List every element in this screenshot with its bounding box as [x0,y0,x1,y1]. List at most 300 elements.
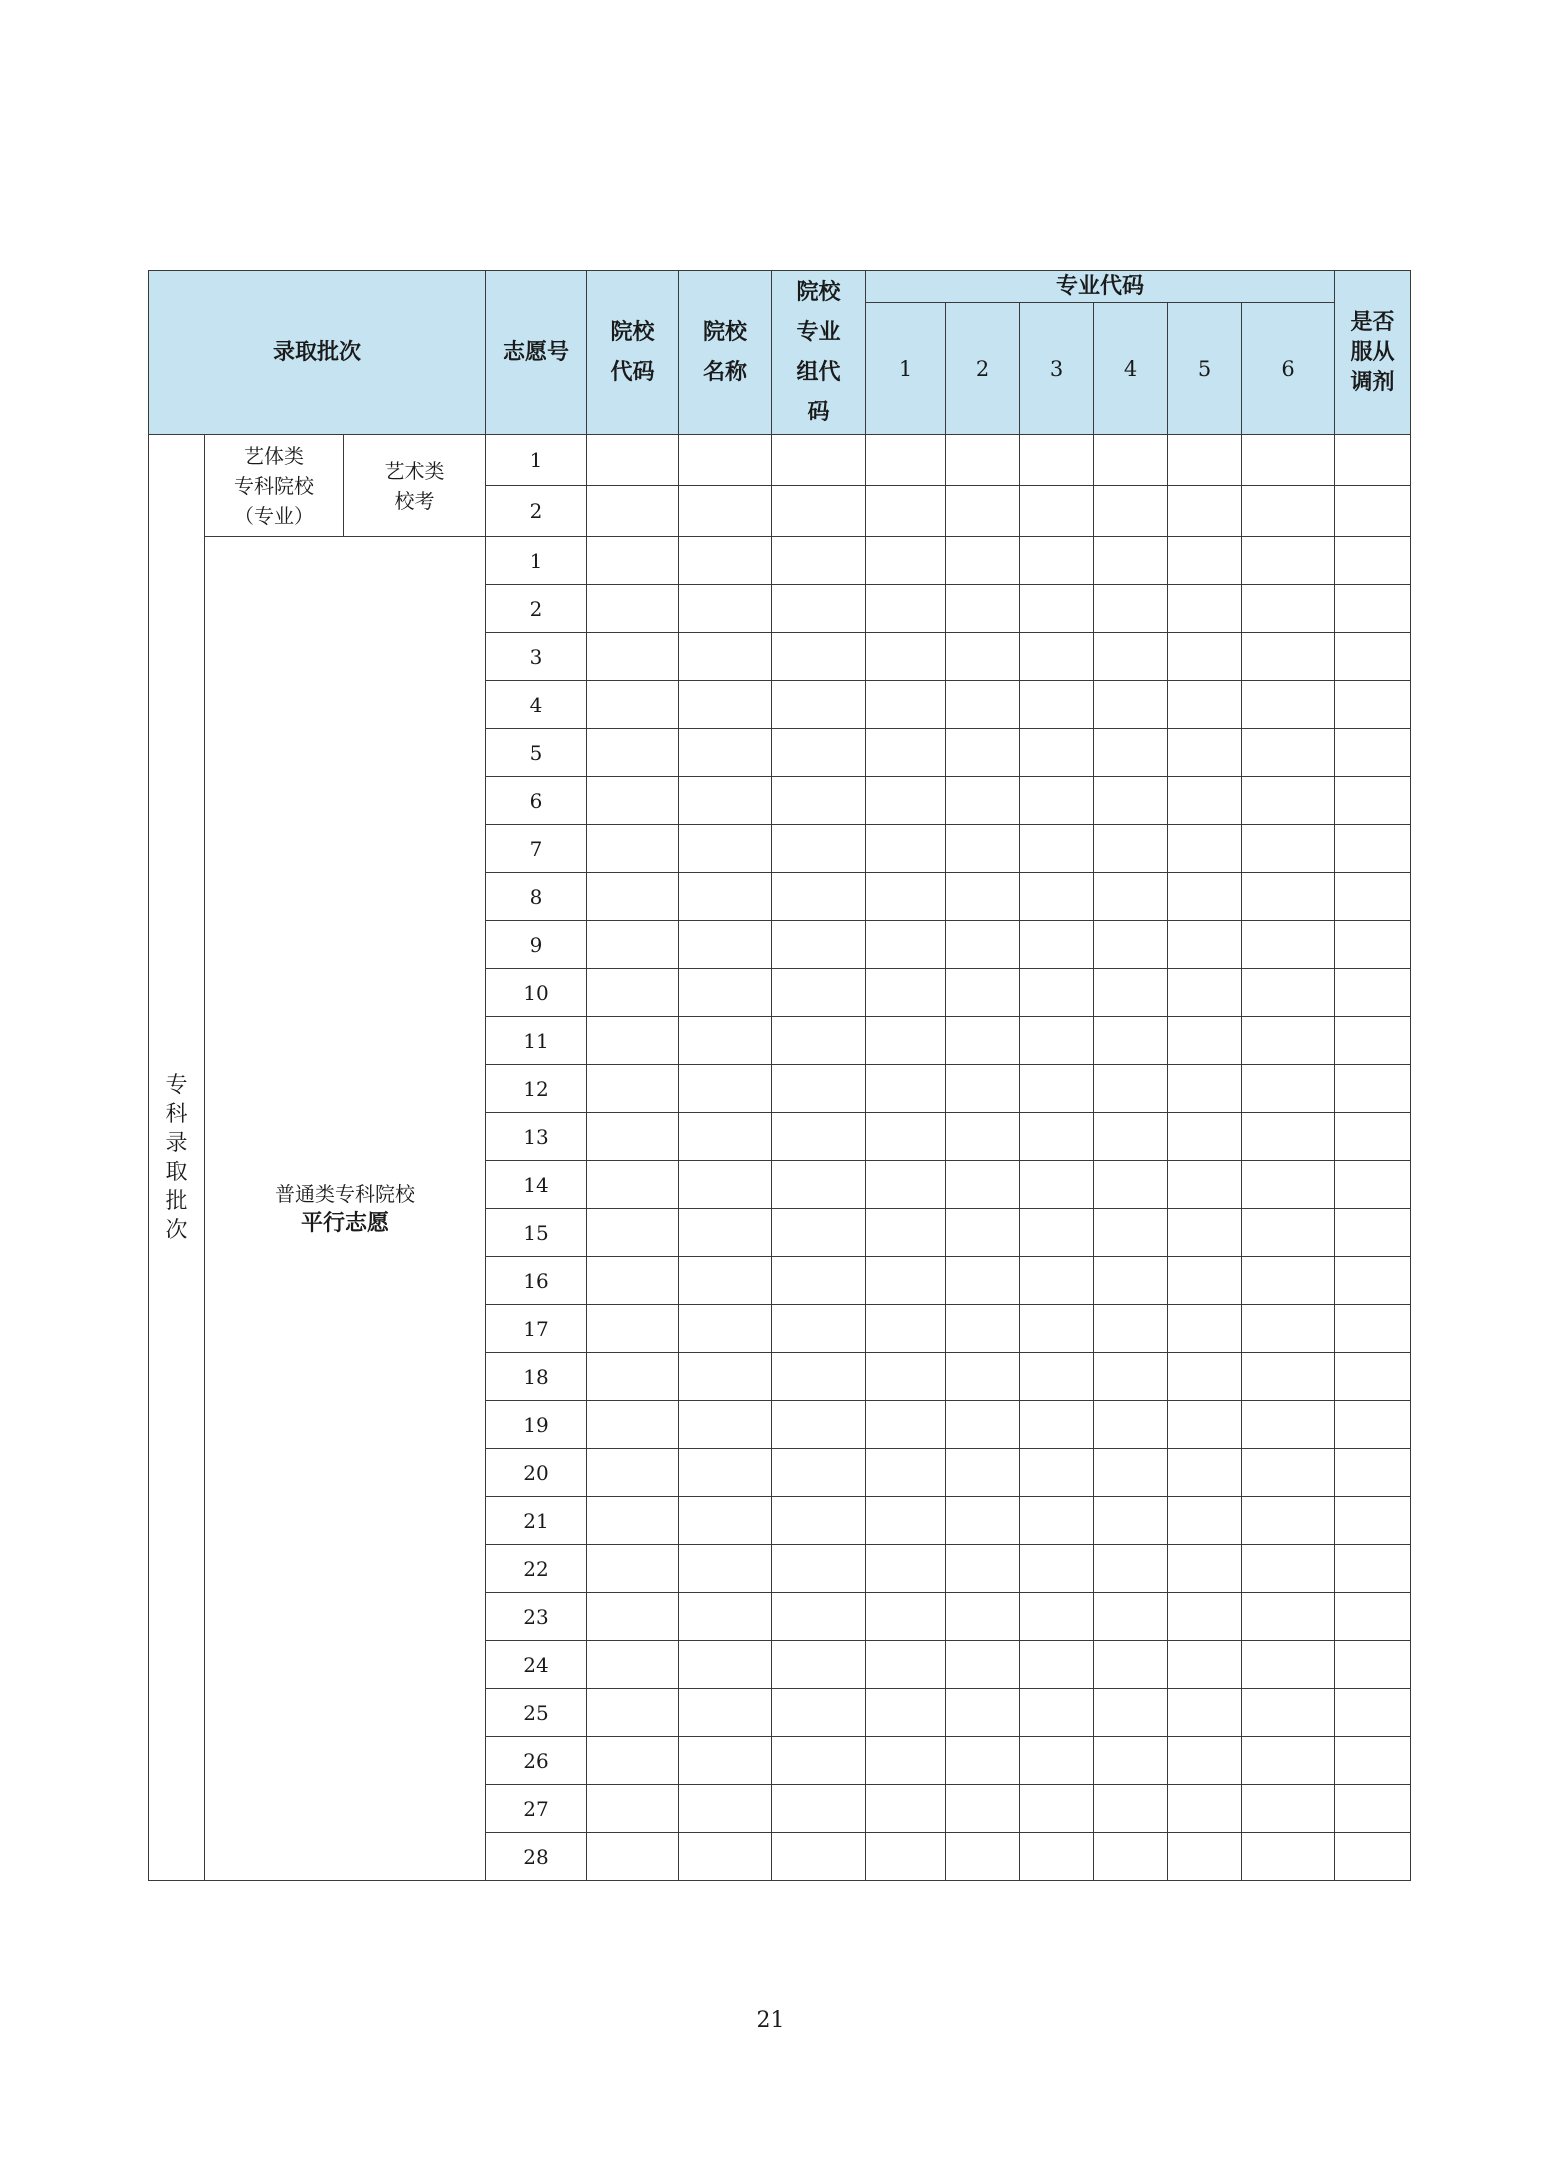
major-code-cell-4[interactable] [1094,1737,1168,1785]
school-code-cell[interactable] [587,1545,679,1593]
major-code-cell-1[interactable] [866,486,946,537]
major-code-cell-4[interactable] [1094,1017,1168,1065]
major-code-cell-3[interactable] [1020,1545,1094,1593]
major-code-cell-3[interactable] [1020,777,1094,825]
obey-adjust-cell[interactable] [1335,1065,1411,1113]
major-code-cell-1[interactable] [866,873,946,921]
major-group-code-cell[interactable] [772,1017,866,1065]
major-code-cell-1[interactable] [866,729,946,777]
major-code-cell-1[interactable] [866,537,946,585]
major-code-cell-3[interactable] [1020,1737,1094,1785]
major-code-cell-5[interactable] [1168,681,1242,729]
major-code-cell-5[interactable] [1168,1833,1242,1881]
major-code-cell-1[interactable] [866,777,946,825]
major-code-cell-6[interactable] [1242,1065,1335,1113]
major-code-cell-1[interactable] [866,1257,946,1305]
school-code-cell[interactable] [587,633,679,681]
major-code-cell-4[interactable] [1094,1401,1168,1449]
school-name-cell[interactable] [679,729,772,777]
major-code-cell-5[interactable] [1168,1593,1242,1641]
major-code-cell-1[interactable] [866,969,946,1017]
major-code-cell-6[interactable] [1242,486,1335,537]
obey-adjust-cell[interactable] [1335,1785,1411,1833]
obey-adjust-cell[interactable] [1335,1833,1411,1881]
obey-adjust-cell[interactable] [1335,435,1411,486]
school-name-cell[interactable] [679,969,772,1017]
major-code-cell-1[interactable] [866,1689,946,1737]
major-code-cell-1[interactable] [866,1017,946,1065]
school-name-cell[interactable] [679,873,772,921]
obey-adjust-cell[interactable] [1335,1641,1411,1689]
school-code-cell[interactable] [587,1737,679,1785]
major-group-code-cell[interactable] [772,1113,866,1161]
obey-adjust-cell[interactable] [1335,1449,1411,1497]
major-code-cell-6[interactable] [1242,1689,1335,1737]
obey-adjust-cell[interactable] [1335,969,1411,1017]
major-group-code-cell[interactable] [772,1449,866,1497]
obey-adjust-cell[interactable] [1335,873,1411,921]
school-name-cell[interactable] [679,1449,772,1497]
major-code-cell-5[interactable] [1168,1209,1242,1257]
major-group-code-cell[interactable] [772,1209,866,1257]
major-code-cell-4[interactable] [1094,729,1168,777]
obey-adjust-cell[interactable] [1335,825,1411,873]
major-code-cell-5[interactable] [1168,585,1242,633]
major-code-cell-5[interactable] [1168,777,1242,825]
major-code-cell-5[interactable] [1168,486,1242,537]
school-code-cell[interactable] [587,1017,679,1065]
major-group-code-cell[interactable] [772,1593,866,1641]
major-group-code-cell[interactable] [772,1497,866,1545]
obey-adjust-cell[interactable] [1335,777,1411,825]
major-group-code-cell[interactable] [772,729,866,777]
school-code-cell[interactable] [587,1593,679,1641]
school-name-cell[interactable] [679,1401,772,1449]
major-code-cell-6[interactable] [1242,1737,1335,1785]
school-code-cell[interactable] [587,585,679,633]
major-code-cell-2[interactable] [946,537,1020,585]
major-code-cell-1[interactable] [866,1497,946,1545]
major-code-cell-4[interactable] [1094,681,1168,729]
major-code-cell-5[interactable] [1168,1737,1242,1785]
major-code-cell-6[interactable] [1242,585,1335,633]
major-code-cell-2[interactable] [946,921,1020,969]
school-name-cell[interactable] [679,825,772,873]
school-name-cell[interactable] [679,1017,772,1065]
school-code-cell[interactable] [587,921,679,969]
major-group-code-cell[interactable] [772,1305,866,1353]
school-code-cell[interactable] [587,486,679,537]
major-code-cell-6[interactable] [1242,777,1335,825]
school-name-cell[interactable] [679,1641,772,1689]
major-code-cell-2[interactable] [946,1209,1020,1257]
major-code-cell-6[interactable] [1242,681,1335,729]
school-code-cell[interactable] [587,1305,679,1353]
major-code-cell-2[interactable] [946,825,1020,873]
major-code-cell-4[interactable] [1094,1497,1168,1545]
major-code-cell-5[interactable] [1168,537,1242,585]
major-code-cell-3[interactable] [1020,585,1094,633]
major-code-cell-4[interactable] [1094,1833,1168,1881]
major-code-cell-2[interactable] [946,1689,1020,1737]
major-code-cell-3[interactable] [1020,1305,1094,1353]
major-code-cell-3[interactable] [1020,825,1094,873]
major-code-cell-3[interactable] [1020,486,1094,537]
major-code-cell-6[interactable] [1242,1785,1335,1833]
obey-adjust-cell[interactable] [1335,1353,1411,1401]
major-code-cell-3[interactable] [1020,537,1094,585]
major-code-cell-5[interactable] [1168,1641,1242,1689]
major-code-cell-3[interactable] [1020,921,1094,969]
major-code-cell-5[interactable] [1168,1785,1242,1833]
major-group-code-cell[interactable] [772,1785,866,1833]
major-code-cell-6[interactable] [1242,1593,1335,1641]
major-code-cell-3[interactable] [1020,1017,1094,1065]
major-code-cell-3[interactable] [1020,1593,1094,1641]
major-group-code-cell[interactable] [772,1737,866,1785]
major-code-cell-3[interactable] [1020,729,1094,777]
major-code-cell-2[interactable] [946,1785,1020,1833]
major-code-cell-4[interactable] [1094,1449,1168,1497]
major-code-cell-2[interactable] [946,1257,1020,1305]
major-code-cell-2[interactable] [946,435,1020,486]
major-code-cell-2[interactable] [946,1545,1020,1593]
major-code-cell-2[interactable] [946,1641,1020,1689]
school-code-cell[interactable] [587,1065,679,1113]
major-code-cell-5[interactable] [1168,1305,1242,1353]
major-code-cell-6[interactable] [1242,1401,1335,1449]
major-code-cell-4[interactable] [1094,1065,1168,1113]
major-code-cell-4[interactable] [1094,1305,1168,1353]
major-code-cell-5[interactable] [1168,1449,1242,1497]
major-code-cell-2[interactable] [946,1353,1020,1401]
major-group-code-cell[interactable] [772,921,866,969]
obey-adjust-cell[interactable] [1335,1545,1411,1593]
major-group-code-cell[interactable] [772,1545,866,1593]
school-code-cell[interactable] [587,1353,679,1401]
major-code-cell-4[interactable] [1094,1209,1168,1257]
school-name-cell[interactable] [679,1737,772,1785]
major-code-cell-4[interactable] [1094,1545,1168,1593]
major-code-cell-5[interactable] [1168,1689,1242,1737]
major-code-cell-1[interactable] [866,1305,946,1353]
major-code-cell-1[interactable] [866,1209,946,1257]
major-code-cell-3[interactable] [1020,1641,1094,1689]
obey-adjust-cell[interactable] [1335,1113,1411,1161]
obey-adjust-cell[interactable] [1335,537,1411,585]
school-name-cell[interactable] [679,1161,772,1209]
major-group-code-cell[interactable] [772,1401,866,1449]
major-code-cell-1[interactable] [866,1401,946,1449]
major-code-cell-4[interactable] [1094,537,1168,585]
major-code-cell-6[interactable] [1242,1305,1335,1353]
major-code-cell-4[interactable] [1094,825,1168,873]
major-code-cell-6[interactable] [1242,873,1335,921]
major-code-cell-5[interactable] [1168,921,1242,969]
school-code-cell[interactable] [587,873,679,921]
major-group-code-cell[interactable] [772,537,866,585]
school-name-cell[interactable] [679,1833,772,1881]
major-code-cell-2[interactable] [946,1833,1020,1881]
major-code-cell-1[interactable] [866,435,946,486]
school-name-cell[interactable] [679,921,772,969]
school-name-cell[interactable] [679,486,772,537]
school-code-cell[interactable] [587,1497,679,1545]
school-code-cell[interactable] [587,969,679,1017]
school-code-cell[interactable] [587,1161,679,1209]
major-code-cell-1[interactable] [866,1833,946,1881]
major-code-cell-2[interactable] [946,585,1020,633]
major-code-cell-2[interactable] [946,777,1020,825]
school-name-cell[interactable] [679,1545,772,1593]
major-group-code-cell[interactable] [772,681,866,729]
obey-adjust-cell[interactable] [1335,1689,1411,1737]
major-code-cell-5[interactable] [1168,1497,1242,1545]
school-code-cell[interactable] [587,1113,679,1161]
school-code-cell[interactable] [587,1689,679,1737]
major-code-cell-1[interactable] [866,1113,946,1161]
school-code-cell[interactable] [587,435,679,486]
major-group-code-cell[interactable] [772,873,866,921]
obey-adjust-cell[interactable] [1335,1305,1411,1353]
major-group-code-cell[interactable] [772,1161,866,1209]
major-code-cell-1[interactable] [866,585,946,633]
obey-adjust-cell[interactable] [1335,1209,1411,1257]
major-group-code-cell[interactable] [772,1257,866,1305]
school-name-cell[interactable] [679,1785,772,1833]
major-code-cell-1[interactable] [866,921,946,969]
major-code-cell-3[interactable] [1020,873,1094,921]
major-group-code-cell[interactable] [772,969,866,1017]
major-code-cell-1[interactable] [866,1785,946,1833]
major-code-cell-3[interactable] [1020,1689,1094,1737]
major-code-cell-6[interactable] [1242,1017,1335,1065]
major-code-cell-6[interactable] [1242,1497,1335,1545]
obey-adjust-cell[interactable] [1335,585,1411,633]
major-code-cell-5[interactable] [1168,1545,1242,1593]
major-code-cell-1[interactable] [866,633,946,681]
major-code-cell-2[interactable] [946,681,1020,729]
major-code-cell-5[interactable] [1168,1401,1242,1449]
major-code-cell-3[interactable] [1020,681,1094,729]
major-code-cell-4[interactable] [1094,969,1168,1017]
school-code-cell[interactable] [587,1209,679,1257]
school-name-cell[interactable] [679,1065,772,1113]
school-code-cell[interactable] [587,777,679,825]
obey-adjust-cell[interactable] [1335,681,1411,729]
major-code-cell-6[interactable] [1242,1833,1335,1881]
major-code-cell-1[interactable] [866,681,946,729]
school-name-cell[interactable] [679,1257,772,1305]
school-code-cell[interactable] [587,729,679,777]
major-code-cell-3[interactable] [1020,969,1094,1017]
school-name-cell[interactable] [679,1689,772,1737]
major-code-cell-4[interactable] [1094,777,1168,825]
school-code-cell[interactable] [587,681,679,729]
school-name-cell[interactable] [679,633,772,681]
obey-adjust-cell[interactable] [1335,633,1411,681]
major-code-cell-5[interactable] [1168,435,1242,486]
major-code-cell-5[interactable] [1168,969,1242,1017]
major-code-cell-2[interactable] [946,729,1020,777]
major-group-code-cell[interactable] [772,825,866,873]
major-group-code-cell[interactable] [772,1689,866,1737]
obey-adjust-cell[interactable] [1335,1257,1411,1305]
major-code-cell-6[interactable] [1242,825,1335,873]
major-code-cell-5[interactable] [1168,729,1242,777]
school-code-cell[interactable] [587,1785,679,1833]
school-code-cell[interactable] [587,1641,679,1689]
major-code-cell-2[interactable] [946,969,1020,1017]
obey-adjust-cell[interactable] [1335,1161,1411,1209]
major-code-cell-2[interactable] [946,1497,1020,1545]
school-code-cell[interactable] [587,1401,679,1449]
major-code-cell-3[interactable] [1020,1257,1094,1305]
major-code-cell-1[interactable] [866,1593,946,1641]
school-name-cell[interactable] [679,777,772,825]
major-code-cell-6[interactable] [1242,1209,1335,1257]
major-group-code-cell[interactable] [772,777,866,825]
major-code-cell-6[interactable] [1242,537,1335,585]
obey-adjust-cell[interactable] [1335,1401,1411,1449]
major-group-code-cell[interactable] [772,1065,866,1113]
major-code-cell-3[interactable] [1020,1497,1094,1545]
major-code-cell-1[interactable] [866,1065,946,1113]
major-code-cell-5[interactable] [1168,1257,1242,1305]
major-code-cell-2[interactable] [946,1305,1020,1353]
school-name-cell[interactable] [679,1209,772,1257]
major-code-cell-6[interactable] [1242,921,1335,969]
major-code-cell-3[interactable] [1020,1785,1094,1833]
school-code-cell[interactable] [587,825,679,873]
major-code-cell-3[interactable] [1020,1065,1094,1113]
major-code-cell-4[interactable] [1094,435,1168,486]
major-code-cell-2[interactable] [946,486,1020,537]
major-group-code-cell[interactable] [772,435,866,486]
school-name-cell[interactable] [679,1353,772,1401]
school-name-cell[interactable] [679,585,772,633]
major-group-code-cell[interactable] [772,1641,866,1689]
major-code-cell-1[interactable] [866,1449,946,1497]
major-code-cell-3[interactable] [1020,1401,1094,1449]
major-code-cell-1[interactable] [866,1161,946,1209]
major-code-cell-4[interactable] [1094,1161,1168,1209]
major-code-cell-4[interactable] [1094,1257,1168,1305]
major-code-cell-5[interactable] [1168,1113,1242,1161]
major-group-code-cell[interactable] [772,633,866,681]
school-name-cell[interactable] [679,537,772,585]
major-code-cell-3[interactable] [1020,435,1094,486]
major-code-cell-2[interactable] [946,1161,1020,1209]
major-code-cell-4[interactable] [1094,921,1168,969]
major-code-cell-6[interactable] [1242,1161,1335,1209]
major-code-cell-6[interactable] [1242,1353,1335,1401]
school-code-cell[interactable] [587,537,679,585]
major-code-cell-4[interactable] [1094,486,1168,537]
major-group-code-cell[interactable] [772,486,866,537]
obey-adjust-cell[interactable] [1335,921,1411,969]
school-code-cell[interactable] [587,1833,679,1881]
major-code-cell-2[interactable] [946,1593,1020,1641]
major-code-cell-6[interactable] [1242,1449,1335,1497]
major-code-cell-2[interactable] [946,1401,1020,1449]
school-name-cell[interactable] [679,1497,772,1545]
obey-adjust-cell[interactable] [1335,1017,1411,1065]
major-code-cell-5[interactable] [1168,1161,1242,1209]
major-code-cell-6[interactable] [1242,435,1335,486]
obey-adjust-cell[interactable] [1335,1593,1411,1641]
major-code-cell-4[interactable] [1094,1689,1168,1737]
school-name-cell[interactable] [679,681,772,729]
obey-adjust-cell[interactable] [1335,486,1411,537]
major-code-cell-2[interactable] [946,633,1020,681]
major-code-cell-3[interactable] [1020,1113,1094,1161]
school-name-cell[interactable] [679,1593,772,1641]
major-code-cell-5[interactable] [1168,873,1242,921]
school-name-cell[interactable] [679,1305,772,1353]
major-code-cell-4[interactable] [1094,1593,1168,1641]
major-code-cell-1[interactable] [866,825,946,873]
obey-adjust-cell[interactable] [1335,729,1411,777]
major-code-cell-3[interactable] [1020,1833,1094,1881]
obey-adjust-cell[interactable] [1335,1497,1411,1545]
major-group-code-cell[interactable] [772,1353,866,1401]
major-code-cell-3[interactable] [1020,1161,1094,1209]
major-code-cell-3[interactable] [1020,1353,1094,1401]
major-code-cell-2[interactable] [946,1449,1020,1497]
obey-adjust-cell[interactable] [1335,1737,1411,1785]
major-code-cell-1[interactable] [866,1641,946,1689]
major-code-cell-6[interactable] [1242,633,1335,681]
school-name-cell[interactable] [679,435,772,486]
major-code-cell-4[interactable] [1094,1641,1168,1689]
major-code-cell-4[interactable] [1094,1353,1168,1401]
major-group-code-cell[interactable] [772,585,866,633]
major-code-cell-1[interactable] [866,1737,946,1785]
major-code-cell-6[interactable] [1242,1113,1335,1161]
major-code-cell-6[interactable] [1242,729,1335,777]
major-group-code-cell[interactable] [772,1833,866,1881]
major-code-cell-2[interactable] [946,873,1020,921]
major-code-cell-6[interactable] [1242,1641,1335,1689]
major-code-cell-5[interactable] [1168,825,1242,873]
school-code-cell[interactable] [587,1449,679,1497]
major-code-cell-5[interactable] [1168,633,1242,681]
major-code-cell-5[interactable] [1168,1017,1242,1065]
major-code-cell-3[interactable] [1020,1209,1094,1257]
major-code-cell-3[interactable] [1020,1449,1094,1497]
major-code-cell-5[interactable] [1168,1065,1242,1113]
major-code-cell-4[interactable] [1094,585,1168,633]
school-name-cell[interactable] [679,1113,772,1161]
major-code-cell-4[interactable] [1094,1785,1168,1833]
major-code-cell-2[interactable] [946,1737,1020,1785]
major-code-cell-2[interactable] [946,1017,1020,1065]
major-code-cell-1[interactable] [866,1353,946,1401]
school-code-cell[interactable] [587,1257,679,1305]
major-code-cell-6[interactable] [1242,1545,1335,1593]
major-code-cell-4[interactable] [1094,1113,1168,1161]
major-code-cell-3[interactable] [1020,633,1094,681]
major-code-cell-2[interactable] [946,1065,1020,1113]
major-code-cell-6[interactable] [1242,969,1335,1017]
major-code-cell-6[interactable] [1242,1257,1335,1305]
major-code-cell-1[interactable] [866,1545,946,1593]
major-code-cell-4[interactable] [1094,633,1168,681]
major-code-cell-2[interactable] [946,1113,1020,1161]
major-code-cell-5[interactable] [1168,1353,1242,1401]
major-code-cell-4[interactable] [1094,873,1168,921]
